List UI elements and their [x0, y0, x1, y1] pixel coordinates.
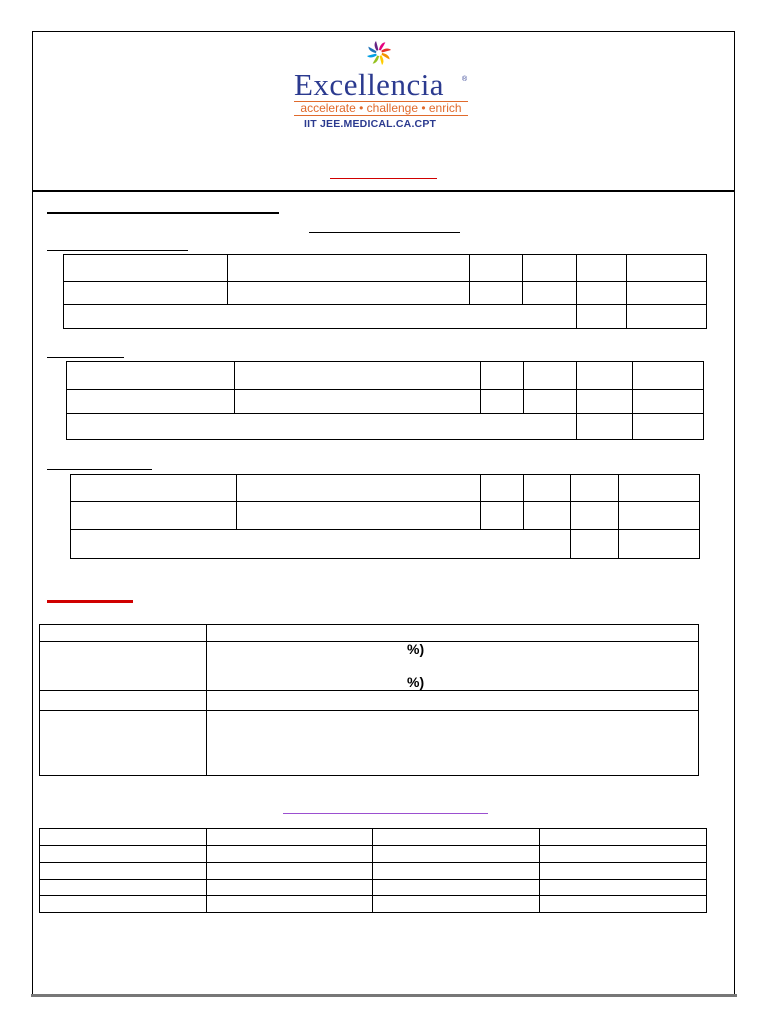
table-cell [571, 502, 619, 530]
table-cell [540, 846, 707, 863]
table-cell [207, 896, 373, 913]
table-row [67, 390, 704, 414]
logo-brand-name: Excellencia [294, 67, 445, 102]
table-cell [373, 829, 540, 846]
header-divider [33, 190, 735, 192]
table-cell [577, 255, 627, 282]
table-cell [207, 691, 699, 711]
table-cell [577, 282, 627, 305]
table-cell [577, 390, 633, 414]
table-cell [67, 414, 577, 440]
subtitle-underline [309, 232, 460, 233]
table-cell [207, 863, 373, 880]
table-row [40, 642, 699, 691]
table-row [64, 255, 707, 282]
swirl-center [376, 50, 382, 56]
table-cell [481, 362, 524, 390]
details-table [39, 624, 699, 776]
table-cell [373, 863, 540, 880]
table-row [40, 863, 707, 880]
table-cell [373, 896, 540, 913]
table-cell [235, 390, 481, 414]
table-row [40, 711, 699, 776]
table-cell [64, 305, 577, 329]
table-cell [373, 846, 540, 863]
table-row [64, 282, 707, 305]
bottom-table [39, 828, 707, 913]
table-cell [237, 502, 481, 530]
logo-courses: IIT JEE.MEDICAL.CA.CPT [304, 118, 437, 130]
total-row [71, 530, 700, 559]
table2-label-underline [47, 357, 124, 358]
total-row [67, 414, 704, 440]
table-cell [627, 255, 707, 282]
table-row [40, 896, 707, 913]
table-row [67, 362, 704, 390]
table-cell [64, 255, 228, 282]
table-cell [40, 691, 207, 711]
table-cell [64, 282, 228, 305]
table-cell [40, 896, 207, 913]
footer-rule [31, 994, 737, 997]
table-cell [470, 255, 523, 282]
header-red-underline [330, 178, 437, 179]
section-table-1 [63, 254, 707, 329]
table-cell [40, 880, 207, 896]
table-cell [207, 829, 373, 846]
table-cell [207, 711, 699, 776]
table-cell [71, 502, 237, 530]
table-cell [40, 846, 207, 863]
table-cell [481, 390, 524, 414]
percent-mark: %) [407, 641, 425, 657]
table-cell [577, 414, 633, 440]
table-cell [237, 475, 481, 502]
table-cell [633, 362, 704, 390]
table-cell [627, 282, 707, 305]
table-cell [228, 255, 470, 282]
table-row [40, 880, 707, 896]
table-cell [481, 475, 524, 502]
total-row [64, 305, 707, 329]
section-table-3 [70, 474, 700, 559]
table-row [40, 829, 707, 846]
logo-tagline: accelerate • challenge • enrich [294, 101, 468, 116]
table-cell [207, 642, 699, 691]
table-cell [40, 829, 207, 846]
table-cell [633, 390, 704, 414]
table-cell [619, 530, 700, 559]
table-cell [540, 896, 707, 913]
table-cell [373, 880, 540, 896]
table-row [40, 846, 707, 863]
table-cell [207, 880, 373, 896]
table-row [71, 502, 700, 530]
table-cell [524, 390, 577, 414]
table-cell [71, 475, 237, 502]
table-cell [577, 362, 633, 390]
table-cell [40, 625, 207, 642]
bottom-heading-violet-underline [283, 813, 488, 814]
table-cell [40, 863, 207, 880]
table-row [40, 691, 699, 711]
table-cell [571, 475, 619, 502]
table-cell [571, 530, 619, 559]
table-cell [540, 863, 707, 880]
swirl-logo-icon [366, 40, 392, 66]
percent-mark: %) [407, 674, 425, 690]
logo-registered-mark: ® [462, 76, 468, 83]
table-cell [67, 362, 235, 390]
table-cell [71, 530, 571, 559]
table-cell [619, 502, 700, 530]
table-cell [540, 880, 707, 896]
table-cell [207, 625, 699, 642]
table-cell [619, 475, 700, 502]
table-cell [523, 255, 577, 282]
table-cell [524, 475, 571, 502]
table-cell [481, 502, 524, 530]
table-cell [40, 642, 207, 691]
excellencia-logo [290, 40, 476, 132]
table1-label-underline [47, 250, 188, 251]
table-cell [40, 711, 207, 776]
table-cell [627, 305, 707, 329]
table-cell [235, 362, 481, 390]
table-cell [524, 362, 577, 390]
table-cell [633, 414, 704, 440]
table-cell [524, 502, 571, 530]
table3-label-underline [47, 469, 152, 470]
table-cell [470, 282, 523, 305]
section-title-underline [47, 212, 279, 214]
table-row [40, 625, 699, 642]
table-cell [540, 829, 707, 846]
section-table-2 [66, 361, 704, 440]
table-cell [228, 282, 470, 305]
table-row [71, 475, 700, 502]
table-cell [523, 282, 577, 305]
table-cell [577, 305, 627, 329]
table-cell [67, 390, 235, 414]
details-heading-red-underline [47, 600, 133, 603]
table-cell [207, 846, 373, 863]
